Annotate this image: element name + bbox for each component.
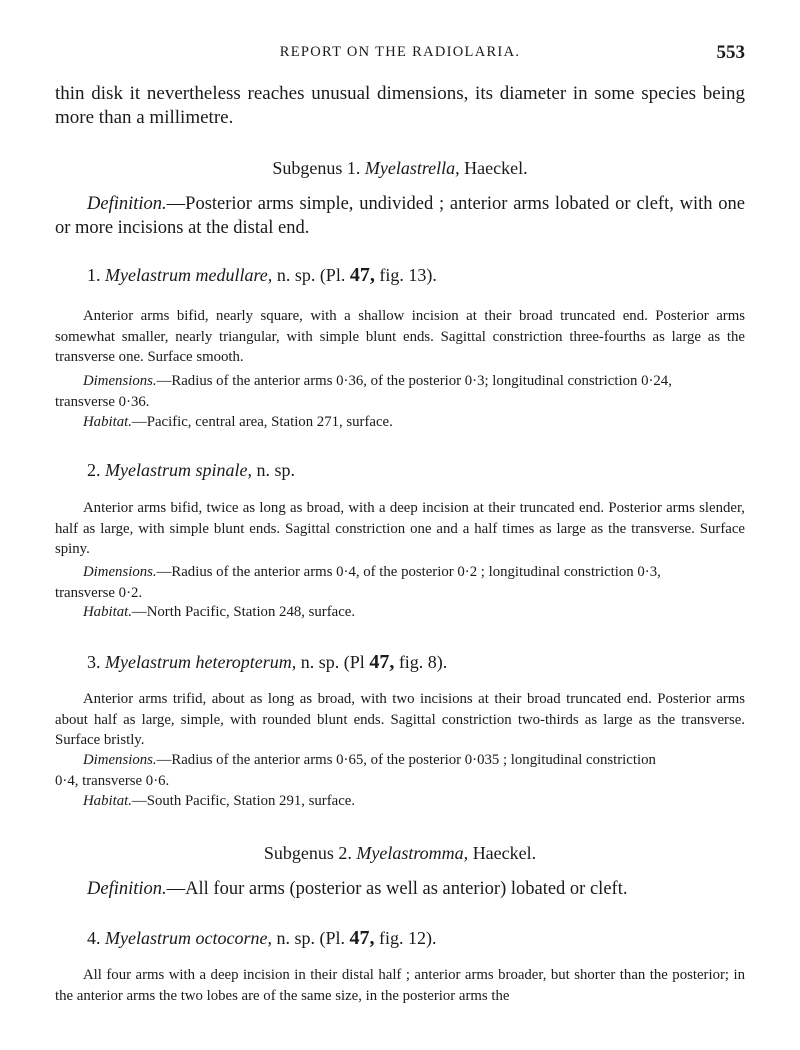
page-number: 553 <box>716 42 745 63</box>
habitat-text: —Pacific, central area, Station 271, surface. <box>131 414 393 430</box>
dimensions-text: —Radius of the anterior arms 0·36, of the posterior 0·3; longitudinal constriction 0·24, <box>156 373 672 389</box>
plate-number: 47, <box>349 264 375 286</box>
dimensions-label: Dimensions. <box>83 564 157 580</box>
dimensions-label: Dimensions. <box>83 752 157 768</box>
species-1-description: Anterior arms bifid, nearly square, with a shallow incision at their broad truncated end. Posterior arms somewhat smaller, nearly triangular, with simple blunt ends. Sagittal constriction three-fourths as large as the transverse one. Surface smooth. <box>55 308 745 365</box>
species-3-habitat <box>55 791 745 812</box>
figure-ref: fig. 12). <box>378 928 437 948</box>
species-name: Myelastrum octocorne, <box>105 928 272 948</box>
species-1-heading <box>55 264 745 287</box>
dimensions-text: —Radius of the anterior arms 0·65, of the posterior 0·035 ; longitudinal constriction <box>156 752 656 768</box>
species-name: Myelastrum heteropterum, <box>105 652 297 672</box>
subgenus-1-prefix: Subgenus 1. <box>272 158 361 178</box>
species-number: 4. <box>87 928 101 948</box>
plate-number: 47, <box>369 651 395 673</box>
figure-ref: fig. 8). <box>398 652 448 672</box>
species-4-heading <box>55 927 745 950</box>
species-2-habitat <box>55 602 745 623</box>
subgenus-1-heading <box>55 158 745 179</box>
habitat-label: Habitat. <box>83 604 132 620</box>
dimensions-wrap: transverse 0·36. <box>55 393 150 410</box>
habitat-label: Habitat. <box>83 414 132 430</box>
dimensions-wrap: transverse 0·2. <box>55 584 143 601</box>
subgenus-2-heading <box>55 843 745 864</box>
subgenus-1-definition <box>55 192 745 240</box>
subgenus-2-prefix: Subgenus 2. <box>263 843 352 863</box>
page-header <box>55 40 745 70</box>
species-3-heading <box>55 651 745 674</box>
species-2-dimensions <box>55 562 745 603</box>
species-2-heading <box>55 460 745 481</box>
definition-text: —All four arms (posterior as well as anterior) lobated or cleft. <box>166 879 628 899</box>
species-number: 3. <box>87 652 101 672</box>
habitat-label: Habitat. <box>83 793 132 809</box>
habitat-text: —South Pacific, Station 291, surface. <box>131 793 356 809</box>
figure-ref: fig. 13). <box>379 265 437 285</box>
species-1-dimensions <box>55 371 745 412</box>
species-name: Myelastrum spinale, <box>105 460 252 480</box>
intro-paragraph: thin disk it nevertheless reaches unusual dimensions, its diameter in some species being more than a millimetre. <box>55 83 745 128</box>
subgenus-2-definition <box>55 877 745 901</box>
species-3-dimensions <box>55 750 745 791</box>
plate-number: 47, <box>349 927 375 949</box>
species-number: 1. <box>87 265 101 285</box>
habitat-text: —North Pacific, Station 248, surface. <box>131 604 356 620</box>
species-number: 2. <box>87 460 101 480</box>
definition-label: Definition. <box>87 194 167 214</box>
dimensions-text: —Radius of the anterior arms 0·4, of the posterior 0·2 ; longitudinal constriction 0·3, <box>156 564 661 580</box>
definition-text: —Posterior arms simple, undivided ; anterior arms lobated or cleft, with one or more incisions at the distal end. <box>55 194 745 238</box>
species-4-description: All four arms with a deep incision in their distal half ; anterior arms broader, but shorter than the posterior; in the anterior arms the two lobes are of the same size, in the posterior arms the <box>55 967 745 1004</box>
subgenus-2-author: Haeckel. <box>472 843 537 863</box>
species-1-habitat <box>55 412 745 433</box>
subgenus-1-name: Myelastrella, <box>364 158 460 178</box>
dimensions-label: Dimensions. <box>83 373 157 389</box>
definition-label: Definition. <box>87 879 167 899</box>
species-suffix: n. sp. (Pl. <box>276 928 345 948</box>
subgenus-2-name: Myelastromma, <box>356 843 469 863</box>
species-2-description: Anterior arms bifid, twice as long as broad, with a deep incision at their truncated end. Posterior arms slender, half as large, with simple blunt ends. Sagittal constriction one and a half times as large as the transverse. Surface spiny. <box>55 500 745 557</box>
species-suffix: n. sp. <box>256 460 295 480</box>
species-3-description: Anterior arms trifid, about as long as broad, with two incisions at their broad truncated end. Posterior arms about half as large, simple, with rounded blunt ends. Sagittal constriction two-thirds as large as the transverse. Surface bristly. <box>55 691 745 748</box>
running-head: REPORT ON THE RADIOLARIA. <box>279 44 521 60</box>
species-suffix: n. sp. (Pl <box>300 652 365 672</box>
subgenus-1-author: Haeckel. <box>464 158 528 178</box>
species-suffix: n. sp. (Pl. <box>276 265 346 285</box>
dimensions-wrap: 0·4, transverse 0·6. <box>55 772 170 789</box>
species-name: Myelastrum medullare, <box>105 265 273 285</box>
